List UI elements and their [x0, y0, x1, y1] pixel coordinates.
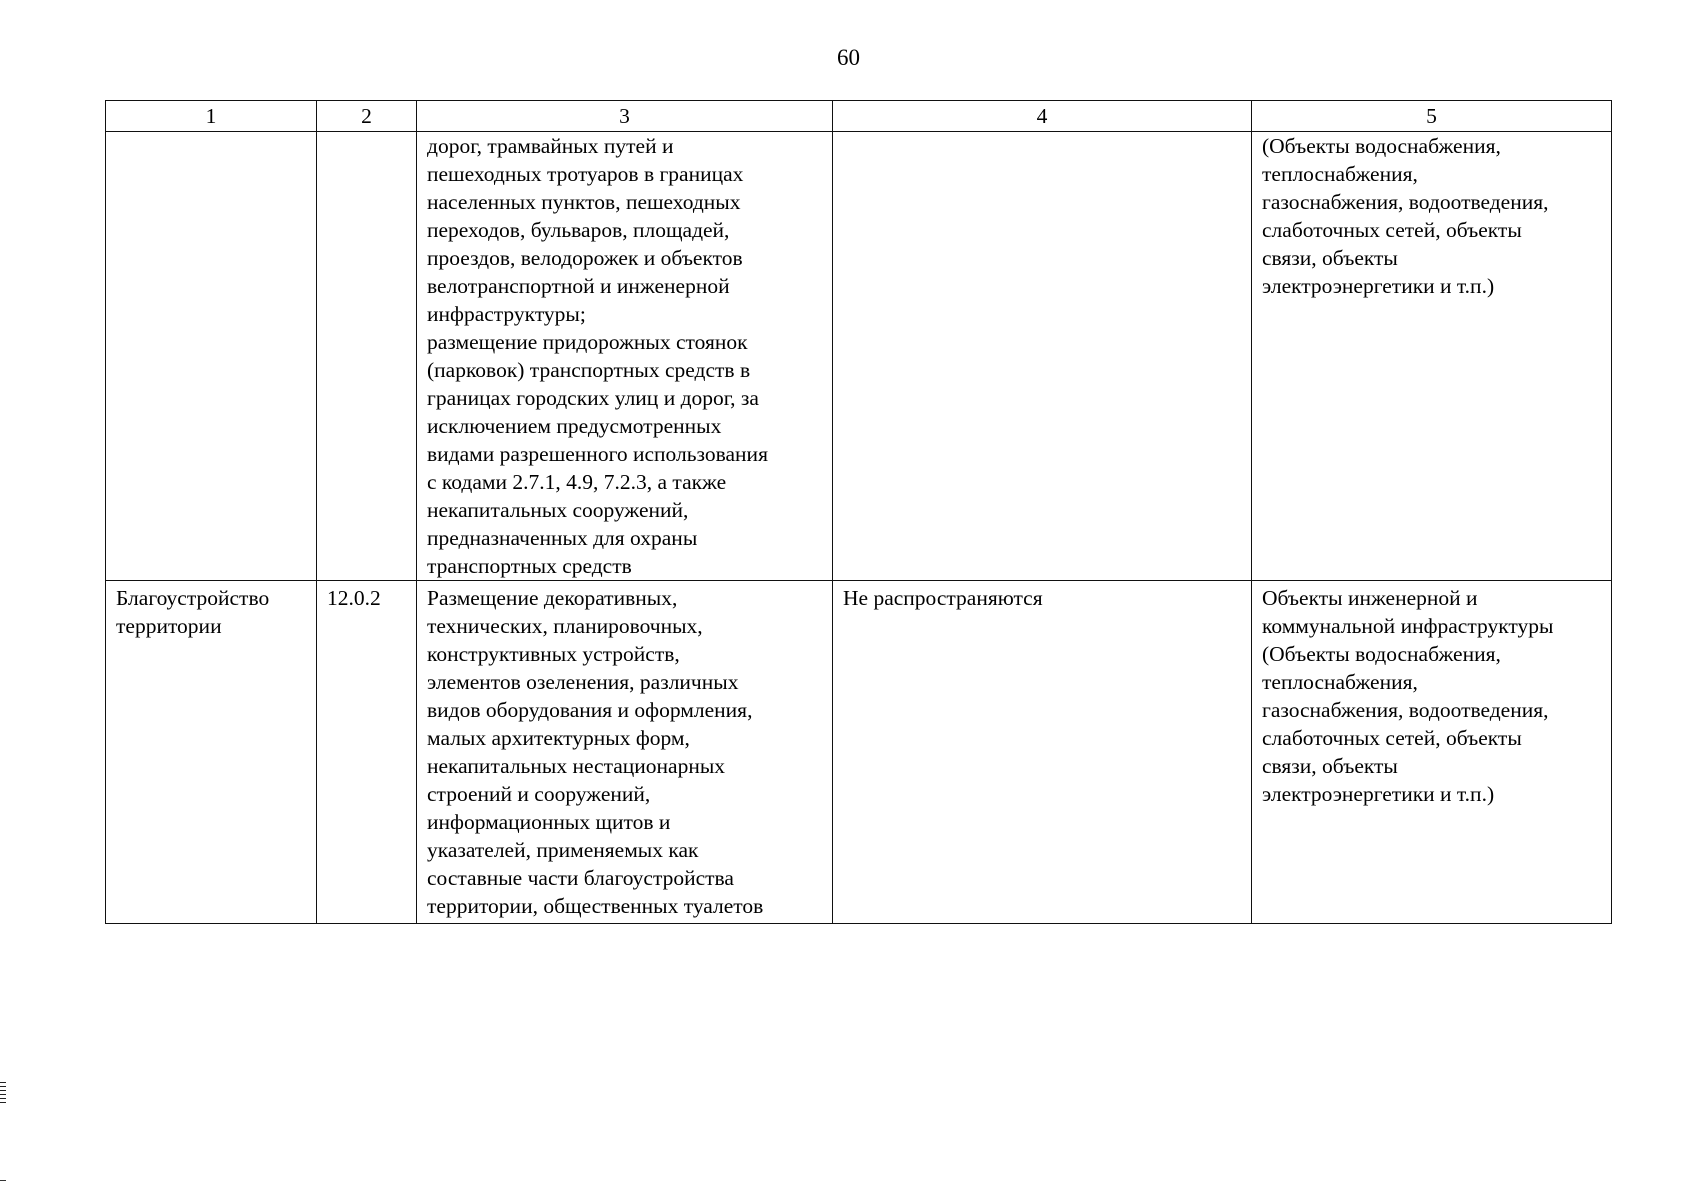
cell-use-name: [106, 581, 317, 924]
document-table: [105, 100, 1612, 924]
text-line: указателей, применяемых как: [427, 838, 699, 862]
column-header-2: 2: [317, 101, 417, 132]
column-header-3: 3: [417, 101, 833, 132]
text-line: видов оборудования и оформления,: [427, 698, 753, 722]
text-line: некапитальных нестационарных: [427, 754, 726, 778]
text-line: технических, планировочных,: [427, 614, 703, 638]
text-line: дорог, трамвайных путей и: [427, 134, 674, 158]
text-line: населенных пунктов, пешеходных: [427, 190, 741, 214]
column-header-1: 1: [106, 101, 317, 132]
scan-edge-marks: [0, 1082, 6, 1104]
text-line: с кодами 2.7.1, 4.9, 7.2.3, а также: [427, 470, 727, 494]
text-line: строений и сооружений,: [427, 782, 651, 806]
text-line: связи, объекты: [1262, 754, 1398, 778]
text-line: исключением предусмотренных: [427, 414, 722, 438]
text-line: (парковок) транспортных средств в: [427, 358, 751, 382]
use-description-lines: [427, 584, 822, 920]
text-line: территории: [116, 614, 222, 638]
infrastructure-lines: [1262, 132, 1601, 300]
text-line: (Объекты водоснабжения,: [1262, 134, 1501, 158]
text-line: границах городских улиц и дорог, за: [427, 386, 759, 410]
text-line: теплоснабжения,: [1262, 162, 1418, 186]
text-line: коммунальной инфраструктуры: [1262, 614, 1554, 638]
restrictions-text: Не распространяются: [843, 586, 1043, 610]
cell-infrastructure: [1252, 132, 1612, 581]
text-line: переходов, бульваров, площадей,: [427, 218, 730, 242]
cell-restrictions: [833, 581, 1252, 924]
table-row-continuation: [106, 132, 1612, 581]
scan-edge-dash: [0, 1180, 6, 1181]
text-line: электроэнергетики и т.п.): [1262, 782, 1495, 806]
text-line: конструктивных устройств,: [427, 642, 680, 666]
cell-use-code: [317, 132, 417, 581]
text-line: предназначенных для охраны: [427, 526, 698, 550]
text-line: малых архитектурных форм,: [427, 726, 690, 750]
text-line: пешеходных тротуаров в границах: [427, 162, 744, 186]
text-line: инфраструктуры;: [427, 302, 586, 326]
text-line: некапитальных сооружений,: [427, 498, 689, 522]
column-header-5: 5: [1252, 101, 1612, 132]
table-row-landscaping: [106, 581, 1612, 924]
page-number: 60: [837, 45, 860, 70]
text-line: велотранспортной и инженерной: [427, 274, 730, 298]
cell-restrictions: [833, 132, 1252, 581]
cell-use-code: [317, 581, 417, 924]
text-line: транспортных средств: [427, 554, 632, 578]
text-line: электроэнергетики и т.п.): [1262, 274, 1495, 298]
column-header-4: 4: [833, 101, 1252, 132]
text-line: теплоснабжения,: [1262, 670, 1418, 694]
text-line: видами разрешенного использования: [427, 442, 768, 466]
text-line: (Объекты водоснабжения,: [1262, 642, 1501, 666]
text-line: территории, общественных туалетов: [427, 894, 764, 918]
table-header-row: [106, 101, 1612, 132]
cell-use-description: [417, 581, 833, 924]
use-name-lines: [116, 584, 306, 640]
text-line: газоснабжения, водоотведения,: [1262, 698, 1549, 722]
text-line: слаботочных сетей, объекты: [1262, 726, 1522, 750]
text-line: размещение придорожных стоянок: [427, 330, 748, 354]
text-line: информационных щитов и: [427, 810, 671, 834]
text-line: газоснабжения, водоотведения,: [1262, 190, 1549, 214]
cell-infrastructure: [1252, 581, 1612, 924]
text-line: Благоустройство: [116, 586, 270, 610]
infrastructure-lines: [1262, 584, 1601, 808]
text-line: составные части благоустройства: [427, 866, 734, 890]
use-description-lines: [427, 132, 822, 580]
text-line: связи, объекты: [1262, 246, 1398, 270]
text-line: Объекты инженерной и: [1262, 586, 1478, 610]
text-line: проездов, велодорожек и объектов: [427, 246, 743, 270]
cell-use-description: [417, 132, 833, 581]
cell-use-name: [106, 132, 317, 581]
text-line: Размещение декоративных,: [427, 586, 678, 610]
text-line: слаботочных сетей, объекты: [1262, 218, 1522, 242]
use-code-text: 12.0.2: [327, 586, 381, 610]
text-line: элементов озеленения, различных: [427, 670, 739, 694]
